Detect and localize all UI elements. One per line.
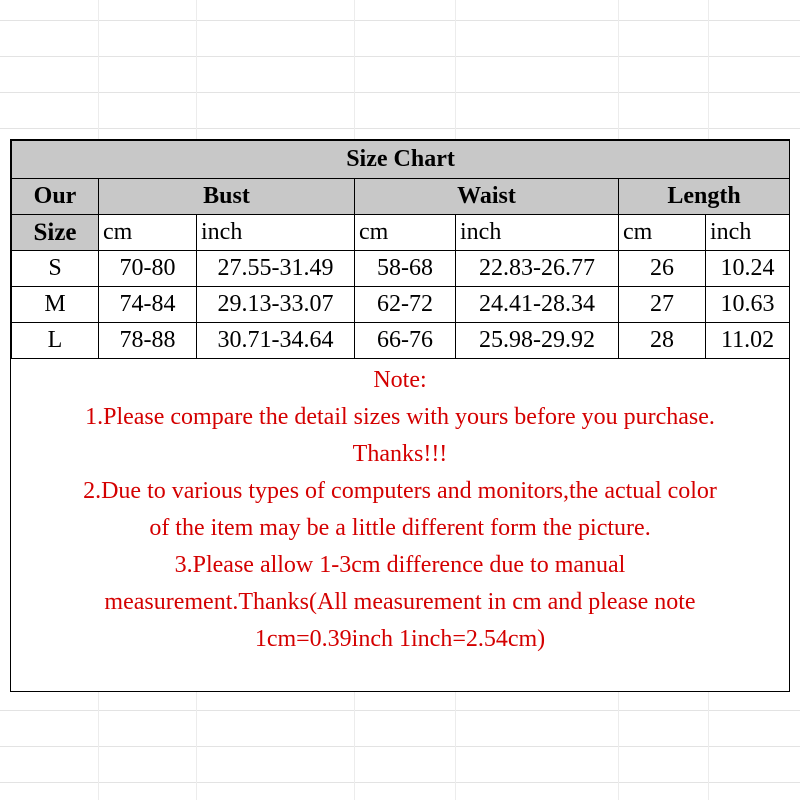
title-row	[12, 141, 790, 179]
note-line: 3.Please allow 1-3cm difference due to manual	[174, 552, 626, 578]
cell: 74-84	[99, 287, 197, 323]
note-line: 2.Due to various types of computers and monitors,the actual color	[83, 478, 717, 504]
group-header-bust: Bust	[99, 179, 355, 215]
cell: 29.13-33.07	[197, 287, 355, 323]
note-line: of the item may be a little different form the picture.	[149, 515, 651, 541]
cell: 22.83-26.77	[456, 251, 619, 287]
cell: 30.71-34.64	[197, 323, 355, 359]
unit-waist-inch: inch	[456, 215, 619, 251]
cell: 70-80	[99, 251, 197, 287]
table-row	[12, 323, 790, 359]
note-line: measurement.Thanks(All measurement in cm and please note	[104, 589, 696, 615]
note-line: 1.Please compare the detail sizes with yours before you purchase.	[85, 404, 715, 430]
group-header-waist: Waist	[355, 179, 619, 215]
unit-length-cm: cm	[619, 215, 706, 251]
note-line: 1cm=0.39inch 1inch=2.54cm)	[254, 626, 546, 652]
size-header-bottom: Size	[12, 215, 99, 251]
unit-bust-inch: inch	[197, 215, 355, 251]
size-header-top: Our	[12, 179, 99, 215]
cell: 58-68	[355, 251, 456, 287]
size-table	[11, 140, 790, 359]
unit-length-inch: inch	[706, 215, 790, 251]
note-heading: Note:	[373, 367, 427, 393]
row-size: S	[12, 251, 99, 287]
size-chart	[10, 139, 790, 692]
cell: 10.63	[706, 287, 790, 323]
note-line: Thanks!!!	[352, 441, 448, 467]
row-size: M	[12, 287, 99, 323]
row-size: L	[12, 323, 99, 359]
note-block	[11, 362, 789, 658]
table-row	[12, 287, 790, 323]
cell: 66-76	[355, 323, 456, 359]
unit-bust-cm: cm	[99, 215, 197, 251]
cell: 27	[619, 287, 706, 323]
cell: 24.41-28.34	[456, 287, 619, 323]
unit-header-row	[12, 215, 790, 251]
cell: 78-88	[99, 323, 197, 359]
unit-waist-cm: cm	[355, 215, 456, 251]
table-row	[12, 251, 790, 287]
table-title: Size Chart	[12, 141, 790, 179]
cell: 11.02	[706, 323, 790, 359]
cell: 10.24	[706, 251, 790, 287]
cell: 25.98-29.92	[456, 323, 619, 359]
cell: 28	[619, 323, 706, 359]
cell: 27.55-31.49	[197, 251, 355, 287]
group-header-length: Length	[619, 179, 790, 215]
group-header-row	[12, 179, 790, 215]
cell: 62-72	[355, 287, 456, 323]
cell: 26	[619, 251, 706, 287]
